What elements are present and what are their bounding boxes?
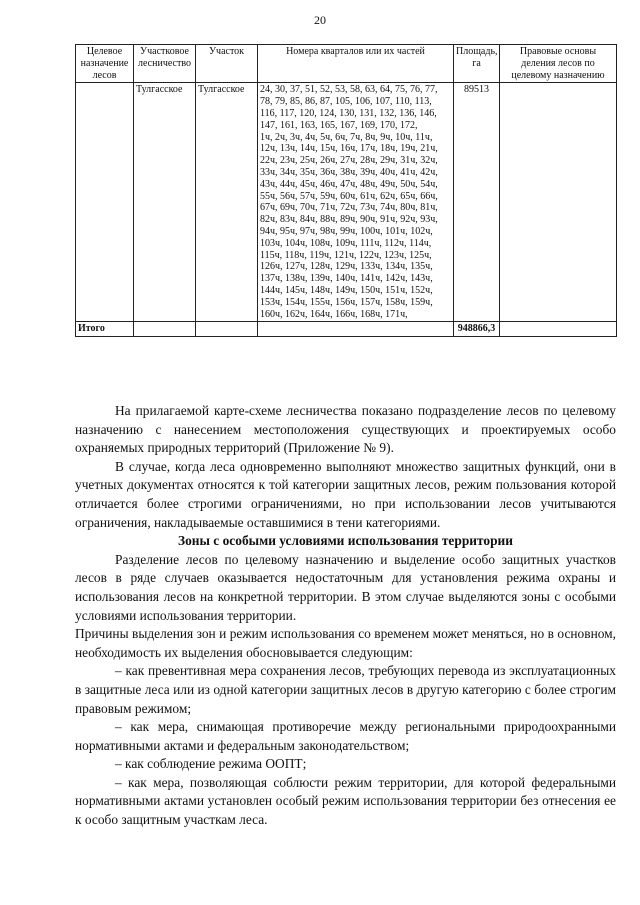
quarters-parts: 1ч, 2ч, 3ч, 4ч, 5ч, 6ч, 7ч, 8ч, 9ч, 10ч, 11ч, 12ч, 13ч, 14ч, 15ч, 16ч, 17ч, 18ч, 19ч, 21ч, 22ч, 23ч, 25ч, 26ч, 27ч, 28ч, 29ч, 31ч, 32ч, 33ч, 34ч, 35ч, 36ч, 38ч, 39ч, 40ч, 41ч, 42ч, 43ч, 44ч, 45ч, 46ч, 47ч, 48ч, 49ч, 50ч, 54ч, 55ч, 56ч, 57ч, 59ч, 60ч, 61ч, 62ч, 65ч, 66ч, 67ч, 69ч, 70ч, 71ч, 72ч, 73ч, 74ч, 80ч, 81ч, 82ч, 83ч, 84ч, 88ч, 89ч, 90ч, 91ч, 92ч, 93ч, 94ч, 95ч, 97ч, 98ч, 99ч, 100ч, 101ч, 102ч, 103ч, 104ч, 108ч, 109ч, 111ч, 112ч, 114ч, 115ч, 118ч, 119ч, 121ч, 122ч, 123ч, 125ч, 126ч, 127ч, 128ч, 129ч, 133ч, 134ч, 135ч, 137ч, 138ч, 139ч, 140ч, 141ч, 142ч, 143ч, 144ч, 145ч, 148ч, 149ч, 150ч, 151ч, 152ч, 153ч, 154ч, 155ч, 156ч, 157ч, 158ч, 159ч, 160ч, 162ч, 164ч, 166ч, 168ч, 171ч, [260, 131, 438, 320]
total-empty-1 [134, 322, 196, 337]
table-header-row [76, 45, 617, 83]
header-legal-basis: Правовые основы деления лесов по целевому назначению [500, 45, 617, 83]
total-empty-4 [500, 322, 617, 337]
total-empty-2 [196, 322, 258, 337]
section-heading: Зоны с особыми условиями использования территории [178, 533, 513, 549]
list-item: – как превентивная мера сохранения лесов, требующих перевода из эксплуатационных в защитные леса или из одной категории защитных лесов в другую категорию с более строгим правовым режимом; [75, 663, 616, 716]
table-total-row [76, 322, 617, 337]
header-purpose: Целевое назначение лесов [76, 45, 134, 83]
body-text [75, 402, 616, 830]
cell-purpose [76, 83, 134, 322]
header-district: Участковое лесничество [134, 45, 196, 83]
list-item: – как мера, снимающая противоречие между региональными природоохранными нормативными актами и федеральным законодательством; [75, 719, 616, 753]
paragraph-zones-intro: Разделение лесов по целевому назначению и выделение особо защитных участков лесов в ряде случаев оказывается недостаточным для установления режима охраны и использования лесов на конкретной территории. В этом случае выделяются зоны с особыми условиями использования территории. [75, 551, 616, 623]
cell-district: Тулгасское [134, 83, 196, 322]
cell-legal-basis [500, 83, 617, 322]
cell-plot: Тулгасское [196, 83, 258, 322]
total-label: Итого [76, 322, 134, 337]
header-plot: Участок [196, 45, 258, 83]
paragraph-protective-functions: В случае, когда леса одновременно выполняют множество защитных функций, они в учетных документах относятся к той категории защитных лесов, режим пользования которой отличается более строгими ограничениями, но при использовании лесов учитываются ограничения, накладываемые оставшимися в тени категориями. [75, 458, 616, 530]
total-area: 948866,3 [454, 322, 500, 337]
table-row [76, 83, 617, 322]
paragraph-map-scheme: На прилагаемой карте-схеме лесничества показано подразделение лесов по целевому назначению с нанесением местоположения существующих и проектируемых особо охраняемых природных территорий (Приложение № 9). [75, 403, 616, 456]
header-area: Площадь, га [454, 45, 500, 83]
cell-area: 89513 [454, 83, 500, 322]
quarters-full: 24, 30, 37, 51, 52, 53, 58, 63, 64, 75, 76, 77, 78, 79, 85, 86, 87, 105, 106, 107, 110, 113, 116, 117, 120, 124, 130, 131, 132, 136, 146, 147, 161, 163, 165, 167, 169, 170, 172, [260, 84, 438, 131]
forest-division-table [75, 44, 617, 337]
cell-quarters [258, 83, 454, 322]
header-quarters: Номера кварталов или их частей [258, 45, 454, 83]
paragraph-reasons: Причины выделения зон и режим использования со временем может меняться, но в основном, необходимость их выделения обосновывается следующим: [75, 626, 616, 660]
list-item: – как соблюдение режима ООПТ; [115, 756, 307, 772]
page-number: 20 [314, 13, 326, 27]
total-empty-3 [258, 322, 454, 337]
list-item: – как мера, позволяющая соблюсти режим территории, для которой федеральными нормативными актами установлен особый режим использования территории без отнесения ее к особо защитным участкам леса. [75, 774, 616, 828]
